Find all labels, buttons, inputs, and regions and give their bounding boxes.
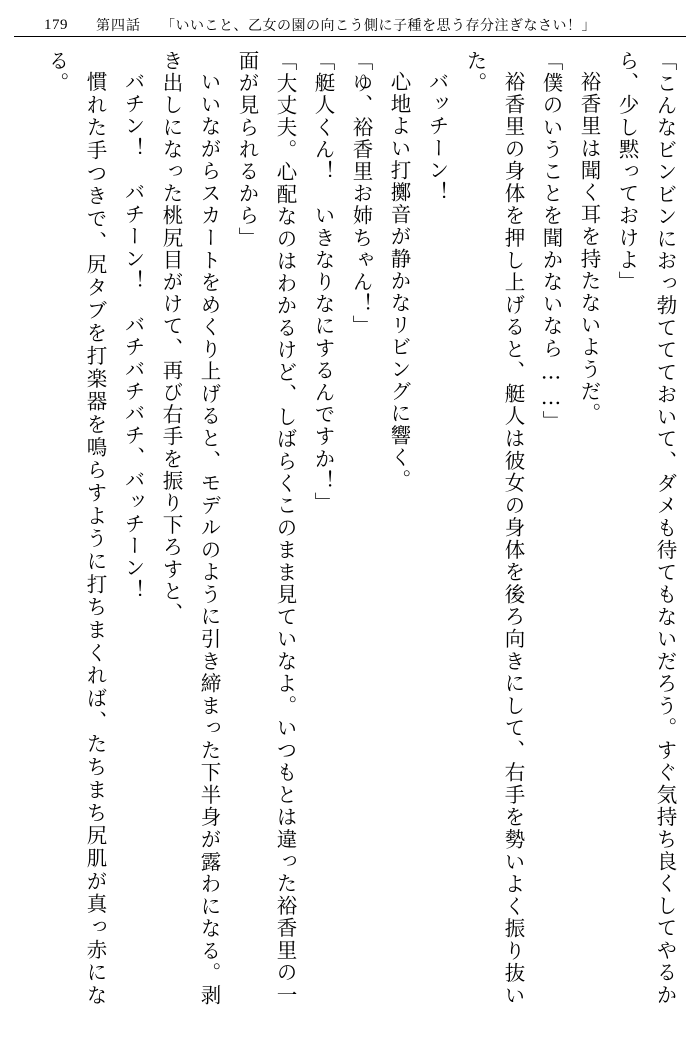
vertical-text-block xyxy=(16,46,684,1006)
chapter-label: 第四話 xyxy=(96,19,141,34)
running-title: 「いいこと、乙女の園の向こう側に子種を思う存分注ぎなさい！」 xyxy=(161,19,596,34)
paragraph: バッチーン！ xyxy=(425,70,449,204)
header-divider xyxy=(14,36,686,37)
paragraph: 「大丈夫。心配なのはわかるけど、しばらくこのまま見ていなよ。いつもとは違った裕香里の一面が見られるから」 xyxy=(235,50,297,1006)
paragraph: 慣れた手つきで、尻タブを打楽器を鳴らすように打ちまくれば、たちまち尻肌が真っ赤になる。 xyxy=(45,50,107,1006)
paragraph: 「ゆ、裕香里お姉ちゃん！」 xyxy=(349,50,373,338)
paragraph: 裕香里は聞く耳を持たないようだ。 xyxy=(577,70,601,425)
paragraph: いいながらスカートをめくり上げると、モデルのように引き締まった下半身が露わになる。剥き出しになった桃尻目がけて、再び右手を振り下ろすと、 xyxy=(159,50,221,1006)
paragraph: 裕香里の身体を押し上げると、艇人は彼女の身体を後ろ向きにして、右手を勢いよく振り抜いた。 xyxy=(463,50,525,1006)
paragraph: バチン！ バチーン！ バチバチバチ、バッチーン！ xyxy=(121,70,145,601)
page-number: 179 xyxy=(44,16,68,33)
paragraph: 「僕のいうことを聞かないなら……」 xyxy=(539,50,563,433)
paragraph: 「こんなビンビンにおっ勃ててておいて、ダメも待てもないだろう。すぐ気持ち良くしてやるから、少し黙っておけよ」 xyxy=(615,50,677,1006)
body-text-area xyxy=(16,46,684,1036)
paragraph: 心地よい打擲音が静かなリビングに響く。 xyxy=(387,70,411,491)
paragraph: 「艇人くん！ いきなりなにするんですか！」 xyxy=(311,50,335,515)
